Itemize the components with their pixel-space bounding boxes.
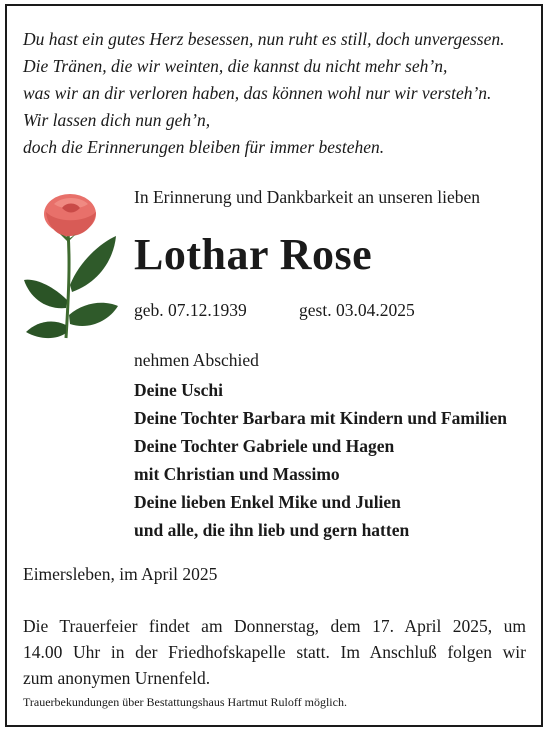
service-info xyxy=(23,613,526,691)
rose-stem xyxy=(66,232,69,338)
mourners-list xyxy=(134,376,507,544)
poem xyxy=(23,26,538,161)
rose-image xyxy=(22,190,126,340)
mourner: Deine Uschi xyxy=(134,380,223,400)
condolence-note: Trauerbekundungen über Bestattungshaus Hartmut Ruloff möglich. xyxy=(23,695,347,709)
poem-line: Du hast ein gutes Herz besessen, nun ruht es still, doch unvergessen. xyxy=(23,29,505,49)
deceased-name: Lothar Rose xyxy=(134,230,373,279)
service-line: 14.00 Uhr in der Friedhofskapelle statt. Im Anschluß folgen wir xyxy=(23,642,526,662)
rose-leaf xyxy=(26,321,66,338)
service-line: Die Trauerfeier findet am Donnerstag, dem 17. April 2025, um xyxy=(23,616,526,636)
mourner: Deine Tochter Gabriele und Hagen xyxy=(134,436,395,456)
life-dates xyxy=(134,300,415,321)
poem-line: Wir lassen dich nun geh’n, xyxy=(23,110,211,130)
poem-line: was wir an dir verloren haben, das können wohl nur wir versteh’n. xyxy=(23,83,492,103)
rose-leaf xyxy=(24,280,67,309)
mourner: Deine lieben Enkel Mike und Julien xyxy=(134,492,401,512)
mourner: und alle, die ihn lieb und gern hatten xyxy=(134,520,410,540)
birth-date: geb. 07.12.1939 xyxy=(134,300,247,320)
rose-leaf xyxy=(69,303,118,326)
service-line: zum anonymen Urnenfeld. xyxy=(23,668,211,688)
death-date: gest. 03.04.2025 xyxy=(299,300,415,320)
rose-leaf xyxy=(70,236,116,292)
mourner: mit Christian und Massimo xyxy=(134,464,340,484)
poem-line: doch die Erinnerungen bleiben für immer bestehen. xyxy=(23,137,385,157)
mourner: Deine Tochter Barbara mit Kindern und Familien xyxy=(134,408,508,428)
farewell-text: nehmen Abschied xyxy=(134,350,259,370)
poem-line: Die Tränen, die wir weinten, die kannst du nicht mehr seh’n, xyxy=(23,56,448,76)
intro-text: In Erinnerung und Dankbarkeit an unseren lieben xyxy=(134,187,480,207)
place-date: Eimersleben, im April 2025 xyxy=(23,564,218,584)
